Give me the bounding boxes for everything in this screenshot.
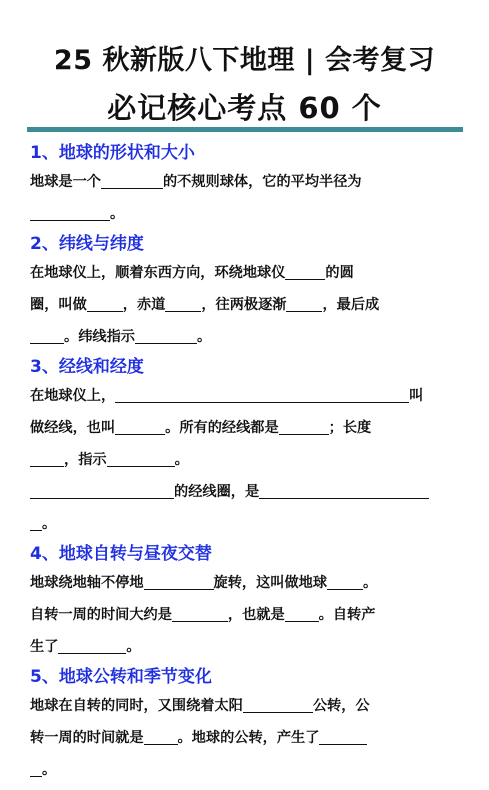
fill-blank[interactable]	[30, 482, 174, 499]
text-segment: 叫	[409, 388, 424, 404]
text-segment: 转一周的时间就是	[30, 730, 144, 746]
fill-blank[interactable]	[30, 760, 42, 777]
text-segment: 地球是一个	[30, 174, 101, 190]
title-line-2: 必记核心考点 60 个	[107, 91, 382, 125]
text-segment: ；长度	[328, 420, 372, 436]
text-line	[30, 257, 462, 289]
text-line	[30, 289, 462, 321]
text-segment: 。	[174, 452, 189, 468]
text-segment: ，也就是	[227, 607, 285, 623]
fill-blank[interactable]	[101, 172, 163, 189]
fill-blank[interactable]	[319, 728, 367, 745]
text-line	[30, 722, 462, 754]
text-segment: 。	[196, 329, 212, 345]
text-segment: 在地球仪上，顺着东西方向，环绕地球仪	[30, 265, 286, 281]
text-segment: 的不规则球体，它的平均半径为	[162, 174, 362, 190]
section-1	[30, 140, 462, 230]
text-segment: 地球绕地轴不停地	[30, 575, 144, 591]
fill-blank[interactable]	[107, 450, 175, 467]
text-line	[30, 476, 462, 508]
text-segment: 自转一周的时间大约是	[30, 607, 172, 623]
text-segment: 。纬线指示	[64, 329, 135, 345]
fill-blank[interactable]	[144, 573, 214, 590]
fill-blank[interactable]	[286, 295, 322, 312]
text-line	[30, 321, 462, 353]
fill-blank[interactable]	[30, 204, 110, 221]
content-area	[30, 139, 462, 786]
fill-blank[interactable]	[115, 418, 165, 435]
fill-blank[interactable]	[30, 327, 64, 344]
text-segment: ，赤道	[122, 297, 166, 313]
fill-blank[interactable]	[285, 605, 319, 622]
section-title: 5、地球公转和季节变化	[30, 667, 212, 687]
text-segment: ，指示	[64, 452, 107, 468]
section-title: 3、经线和经度	[30, 357, 144, 377]
fill-blank[interactable]	[30, 514, 42, 531]
section-title: 2、纬线与纬度	[30, 234, 144, 254]
text-segment: 旋转，这叫做地球	[213, 575, 328, 591]
fill-blank[interactable]	[285, 263, 325, 280]
text-segment: 在地球仪上，	[30, 388, 116, 404]
text-line	[30, 412, 462, 444]
section-5	[30, 664, 462, 786]
fill-blank[interactable]	[30, 450, 64, 467]
text-segment: 。自转产	[318, 607, 376, 623]
fill-blank[interactable]	[87, 295, 123, 312]
fill-blank[interactable]	[135, 327, 197, 344]
fill-blank[interactable]	[172, 605, 228, 622]
fill-blank[interactable]	[165, 295, 201, 312]
text-segment: 。所有的经线都是	[165, 420, 279, 436]
section-3	[30, 354, 462, 540]
text-segment: 。地球的公转，产生了	[177, 730, 320, 746]
text-line	[30, 690, 462, 722]
text-line	[30, 380, 462, 412]
text-line	[30, 631, 462, 663]
title-line-1: 25 秋新版八下地理 | 会考复习	[53, 45, 436, 76]
section-title: 4、地球自转与昼夜交替	[30, 544, 212, 564]
fill-blank[interactable]	[259, 482, 429, 499]
text-segment: 生了	[30, 639, 59, 655]
text-segment: 。	[363, 575, 378, 591]
text-line	[30, 508, 462, 540]
text-line	[30, 444, 462, 476]
section-4	[30, 541, 462, 663]
text-segment: 地球在自转的同时，又围绕着太阳	[30, 698, 243, 714]
text-segment: 。	[126, 639, 141, 655]
text-segment: 做经线，也叫	[30, 420, 116, 436]
fill-blank[interactable]	[115, 386, 409, 403]
section-title: 1、地球的形状和大小	[30, 143, 195, 163]
text-segment: 公转，公	[312, 698, 370, 714]
text-line	[30, 198, 462, 230]
fill-blank[interactable]	[279, 418, 329, 435]
text-line	[30, 754, 462, 786]
text-segment: 圈，叫做	[30, 297, 87, 313]
text-segment: ，最后成	[322, 297, 380, 313]
section-2	[30, 231, 462, 353]
text-line	[30, 599, 462, 631]
fill-blank[interactable]	[58, 637, 126, 654]
text-segment: 的圆	[325, 265, 354, 281]
text-line	[30, 567, 462, 599]
fill-blank[interactable]	[144, 728, 178, 745]
text-line	[30, 166, 462, 198]
text-segment: 的经线圈，是	[174, 484, 260, 500]
fill-blank[interactable]	[243, 696, 313, 713]
header-divider	[27, 127, 463, 132]
text-segment: 。	[42, 516, 57, 532]
text-segment: 。	[110, 206, 125, 222]
text-segment: 。	[42, 762, 57, 778]
fill-blank[interactable]	[327, 573, 363, 590]
text-segment: ，往两极逐渐	[201, 297, 287, 313]
